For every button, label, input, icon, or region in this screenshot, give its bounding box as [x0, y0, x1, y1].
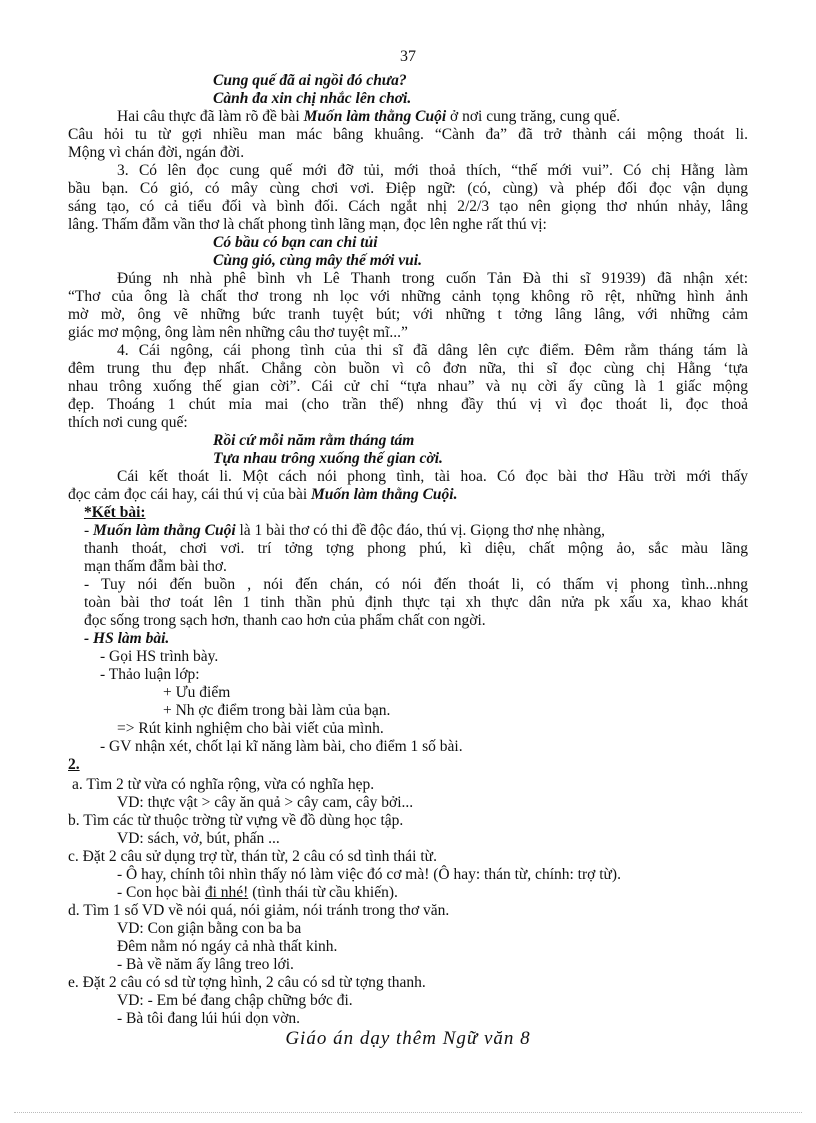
list-item: => Rút kinh nghiệm cho bài viết của mình. [117, 720, 384, 737]
paragraph-line: - Tuy nói đến buồn , nói đến chán, có nói đến thoát li, có thấm vị phong tình...nhng [84, 576, 748, 593]
poem-title: Muốn làm thằng Cuội. [311, 486, 458, 503]
paragraph-line: “Thơ của ông là chất thơ trong nh lọc với những cảnh tọng không rõ rệt, những hình ảnh [68, 288, 748, 305]
example-line: Đêm nằm nó ngáy cả nhà thất kinh. [117, 938, 338, 955]
paragraph-line: đêm trung thu đẹp nhất. Chẳng còn buồn vì cô đơn nữa, thi sĩ đọc cùng chị Hằng ‘tựa [68, 360, 748, 377]
paragraph-line: Cái kết thoát li. Một cách nói phong tình, tài hoa. Có đọc bài thơ Hầu trời mới thấy [117, 468, 748, 485]
paragraph-line: lâng. Thấm đẫm vần thơ là chất phong tình lãng mạn, đọc lên nghe rất thú vị: [68, 216, 547, 233]
text: đi nhé! [204, 884, 249, 901]
list-item: + Nh ợc điểm trong bài làm của bạn. [163, 702, 391, 719]
paragraph-line: thích nơi cung quế: [68, 414, 188, 431]
text: Hai câu thực đã làm rõ đề bài [117, 108, 300, 125]
section-number: 2. [68, 756, 80, 773]
paragraph-line [117, 108, 620, 126]
poem-title: Muốn làm thằng Cuội [93, 522, 236, 539]
example-line: VD: thực vật > cây ăn quả > cây cam, cây bởi... [117, 794, 414, 811]
verse-line: Rồi cứ mỗi năm rằm tháng tám [213, 432, 415, 449]
exercise-line: b. Tìm các từ thuộc trờng từ vựng về đồ dùng học tập. [68, 812, 404, 829]
paragraph-line: giác mơ mộng, ông làm nên những câu thơ tuyệt mĩ...” [68, 324, 408, 341]
text: ở nơi cung trăng, cung quế. [450, 108, 621, 125]
paragraph-line: Mộng vì chán đời, ngán đời. [68, 144, 245, 161]
paragraph-line: Đúng nh nhà phê bình vh Lê Thanh trong cuốn Tản Đà thi sĩ 91939) đã nhận xét: [117, 270, 748, 287]
list-item: - Thảo luận lớp: [100, 666, 200, 683]
verse-line: Tựa nhau trông xuống thế gian cời. [213, 450, 443, 467]
text: - [84, 522, 94, 539]
paragraph-line: nhau trông xuống thế gian cời”. Cái cử chỉ “tựa nhau” và nụ cời ấy cũng là 1 giấc mộng [68, 378, 748, 395]
verse-line: Cung quế đã ai ngồi đó chưa? [213, 72, 407, 89]
paragraph-line [84, 522, 605, 540]
text: - Con học bài [117, 884, 205, 901]
paragraph-line: mờ mờ, ông vẽ những bức tranh tuyệt bút; với những t tởng lâng lâng, với những cảm [68, 306, 748, 323]
verse-line: Cùng gió, cùng mây thế mới vui. [213, 252, 422, 269]
paragraph-line: toàn bài thơ toát lên 1 tinh thần phủ định thực tại xh thực dân nửa pk xấu xa, khao khát [84, 594, 748, 611]
paragraph-line: 4. Cái ngông, cái phong tình của thi sĩ đã dâng lên cực điểm. Đêm rằm tháng tám là [117, 342, 748, 359]
list-item: - Gọi HS trình bày. [100, 648, 219, 665]
page-number: 37 [400, 48, 416, 65]
example-line: - Bà tôi đang lúi húi dọn vờn. [117, 1010, 300, 1027]
text: (tình thái từ cầu khiến). [248, 884, 398, 901]
paragraph-line: sáng tạo, có cả tiểu đối và bình đối. Cách ngắt nhị 2/2/3 tạo nên giọng thơ nhún nhảy, lâng [68, 198, 748, 215]
example-line: - Ô hay, chính tôi nhìn thấy nó làm việc đó cơ mà! (Ô hay: thán từ, chính: trợ từ). [117, 866, 621, 883]
paragraph-line: bầu bạn. Có gió, có mây cùng chơi vơi. Điệp ngữ: (có, cùng) và phép đối đọc vận dụng [68, 180, 748, 197]
exercise-line: e. Đặt 2 câu có sd từ tợng hình, 2 câu có sd từ tợng thanh. [68, 974, 426, 991]
exercise-line: d. Tìm 1 số VD về nói quá, nói giảm, nói tránh trong thơ văn. [68, 902, 450, 919]
example-line [117, 884, 398, 902]
paragraph-line: mạn thấm đẫm bài thơ. [84, 558, 227, 575]
list-item: + Ưu điểm [163, 684, 231, 701]
example-line: VD: Con giận bằng con ba ba [117, 920, 302, 937]
text: đọc cảm đọc cái hay, cái thú vị của bài [68, 486, 308, 503]
paragraph-line: 3. Có lên đọc cung quế mới đỡ tủi, mới thoả thích, “thế mới vui”. Có chị Hằng làm [117, 162, 748, 179]
example-line: VD: sách, vở, bút, phấn ... [117, 830, 280, 847]
paragraph-line: Câu hỏi tu từ gợi nhiều man mác bâng khuâng. “Cành đa” đã trở thành cái mộng thoát li. [68, 126, 748, 143]
page-bottom-rule [14, 1112, 802, 1113]
paragraph-line: đẹp. Thoáng 1 chút mỉa mai (cho trần thế) nhng đầy thú vị vì đọc thoát li, đọc thoả [68, 396, 748, 413]
example-line: - Bà về năm ấy lâng treo lới. [117, 956, 294, 973]
exercise-line: a. Tìm 2 từ vừa có nghĩa rộng, vừa có nghĩa hẹp. [72, 776, 375, 793]
text: là 1 bài thơ có thi đề độc đáo, thú vị. Giọng thơ nhẹ nhàng, [235, 522, 606, 539]
verse-line: Có bầu có bạn can chi tủi [213, 234, 378, 251]
paragraph-line [68, 486, 457, 504]
example-line: VD: - Em bé đang chập chững bớc đi. [117, 992, 353, 1009]
exercise-line: c. Đặt 2 câu sử dụng trợ từ, thán từ, 2 câu có sd tình thái từ. [68, 848, 437, 865]
page-footer: Giáo án dạy thêm Ngữ văn 8 [285, 1028, 531, 1049]
poem-title: Muốn làm thằng Cuội [303, 108, 447, 125]
paragraph-line: đọc sống trong sạch hơn, thanh cao hơn của phẩm chất con ngời. [84, 612, 486, 629]
verse-line: Cành đa xin chị nhắc lên chơi. [213, 90, 412, 107]
section-heading-ket-bai: *Kết bài: [84, 504, 146, 521]
section-heading-hs-lam-bai: - HS làm bài. [84, 630, 170, 647]
list-item: - GV nhận xét, chốt lại kĩ năng làm bài, cho điểm 1 số bài. [100, 738, 463, 755]
paragraph-line: thanh thoát, chơi vơi. trí tởng tợng phong phú, kì diệu, chất mộng ảo, sắc màu lãng [84, 540, 748, 557]
